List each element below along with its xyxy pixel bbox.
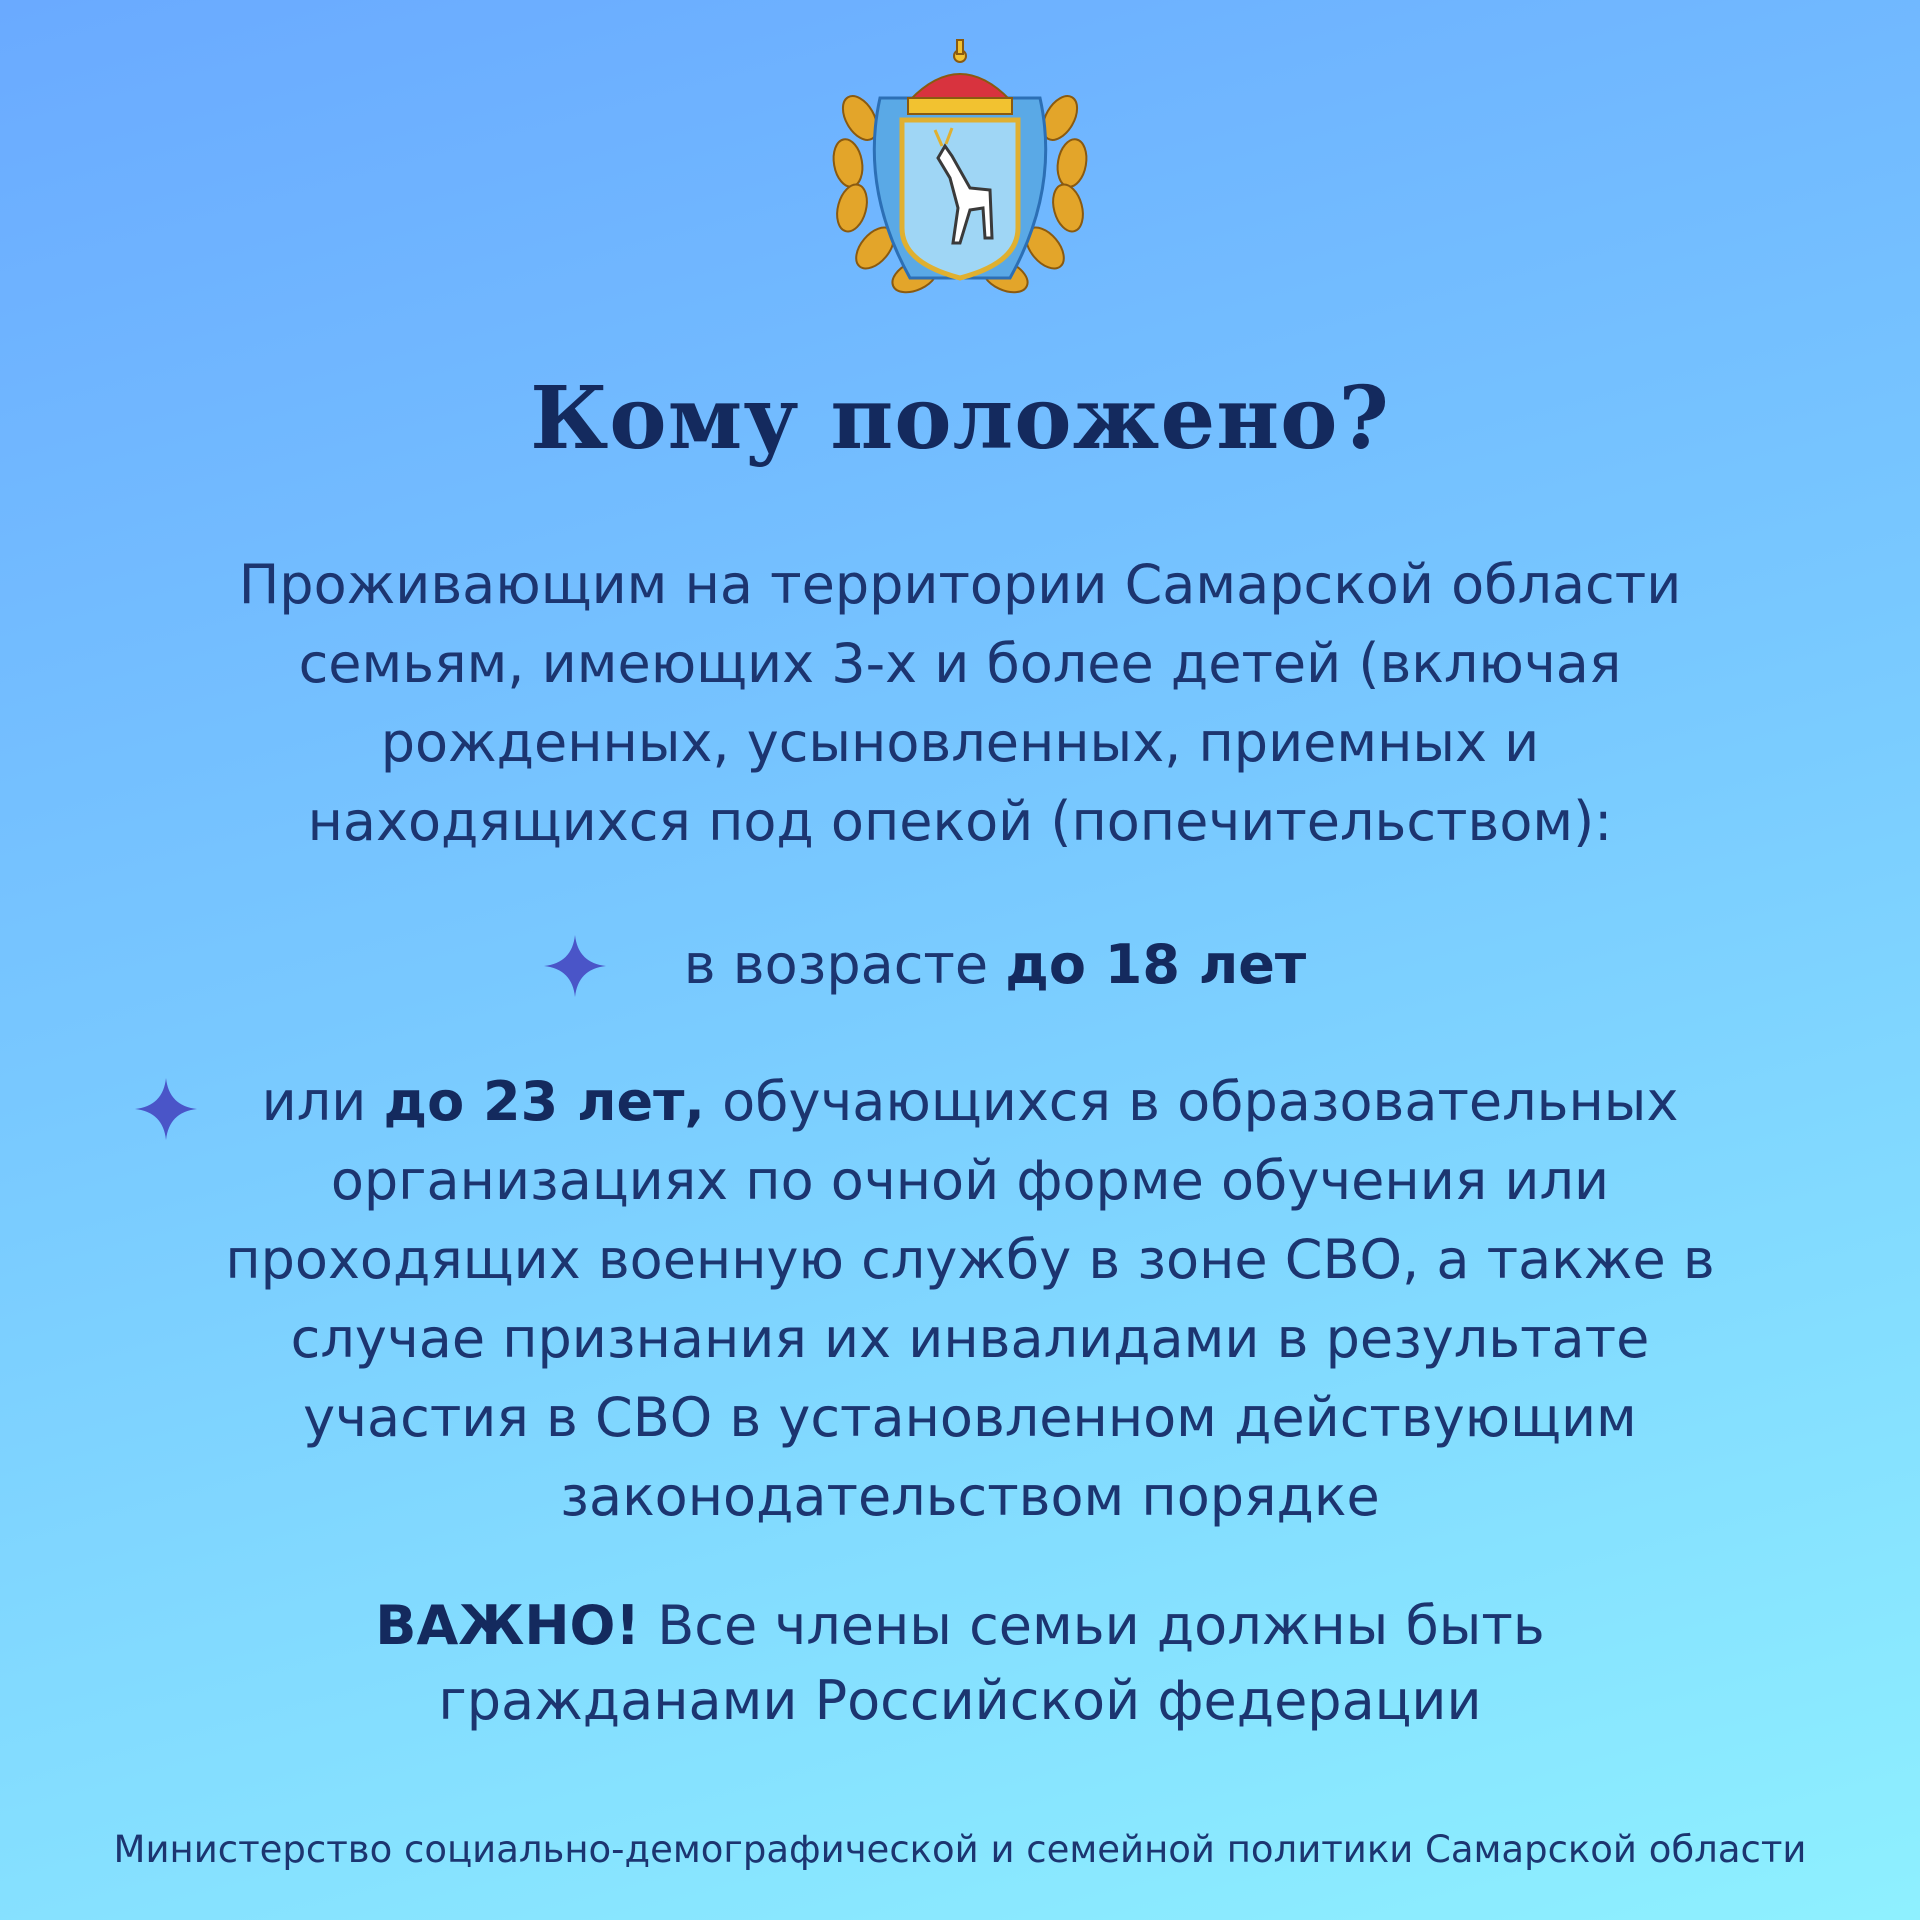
intro-line: находящихся под опекой (попечительством): [307,790,1613,853]
footer-ministry: Министерство социально-демографической и семейной политики Самарской области [113,1828,1807,1871]
list-item-age-18 [0,930,1920,1000]
item-bold-text: до 18 лет [1005,933,1307,996]
item-text: в возрасте [683,933,989,996]
important-note [260,1588,1660,1738]
item-text: или [261,1070,367,1133]
list-item-age-23 [170,1062,1770,1536]
important-text: гражданами Российской федерации [438,1669,1482,1732]
item-text: случае признания их инвалидами в результате [290,1307,1650,1370]
important-label: ВАЖНО! [375,1594,641,1657]
item-text: организациях по очной форме обучения или [330,1149,1610,1212]
intro-paragraph [160,545,1760,861]
item-text: проходящих военную службу в зоне СВО, а также в [225,1228,1715,1291]
item-text: законодательством порядке [560,1465,1380,1528]
page-title: Кому положено? [530,368,1390,469]
important-text: Все члены семьи должны быть [657,1594,1545,1657]
item-text: обучающихся в образовательных [722,1070,1679,1133]
intro-line: семьям, имеющих 3-х и более детей (включая [298,632,1622,695]
item-text: участия в СВО в установленном действующим [303,1386,1637,1449]
intro-line: рожденных, усыновленных, приемных и [380,711,1540,774]
item-bold-text: до 23 лет, [383,1070,705,1133]
intro-line: Проживающим на территории Самарской области [238,553,1682,616]
coat-of-arms-icon [820,38,1100,308]
